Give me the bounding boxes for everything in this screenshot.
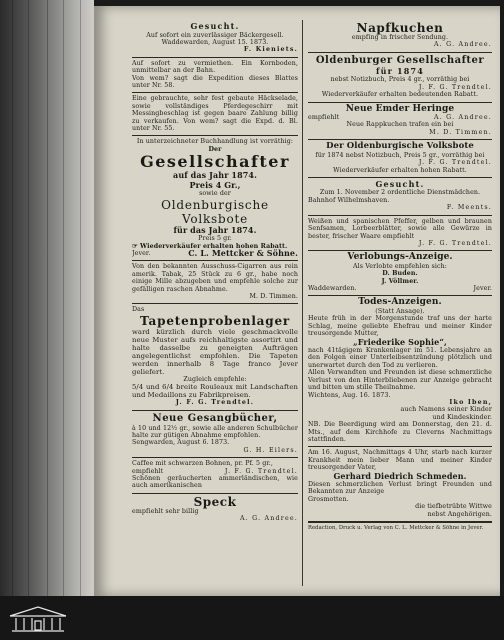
ad-caffee (132, 458, 298, 494)
ad-place: Jever. (132, 249, 151, 257)
ad-signature: F. Meents. (446, 204, 492, 212)
ad-signature: M. D. Timmen. (249, 292, 298, 300)
ad-place-date: Waddewarden, August 15. 1873. (161, 38, 269, 46)
ad-resale: Wiederverkäufer erhalten hohen Rabatt. (333, 166, 467, 174)
ad-subtitle: (Statt Ansage). (375, 307, 425, 315)
ad-title: Neue Gesangbücher, (152, 412, 278, 424)
ad-footer (132, 247, 298, 258)
ad-text: Am 16. August, Nachmittags 4 Uhr, starb nach kurzer Krankheit mein lieber Mann und meiner Kinder treusorgender Vater, (308, 449, 492, 472)
ad-cigarren (132, 261, 298, 304)
ad-resale: ☞ Wiederverkäufer erhalten hohen Rabatt. (132, 242, 288, 250)
ad-signature: und Kindeskinder. (432, 413, 492, 421)
ad-name: J. Völlmer. (381, 277, 419, 285)
ad-title: Speck (193, 494, 237, 509)
imprint: Redaction, Druck u. Verlag von C. L. Mettcker & Söhne in Jever. (308, 522, 492, 531)
ad-text: Auf sofort ein zuverlässiger Bäckergesell. (146, 31, 284, 39)
ad-text: Diesen schmerzlichen Verlust bringt Freunden und Bekannten zur Anzeige (308, 481, 492, 496)
ad-name: „Friederike Sophie“, (353, 336, 447, 347)
ad-text: nebst Notizbuch, Preis 4 gr., vorräthig bei (330, 76, 470, 84)
ad-signature: auch Namens seiner Kinder (400, 406, 492, 414)
ad-sowie: sowie der (199, 190, 231, 198)
ad-kornboden (132, 58, 298, 94)
ad-title: Napfkuchen (356, 21, 444, 35)
ad-place: Grosmotten. (308, 495, 349, 503)
ad-text: für 1874 nebst Notizbuch, Preis 5 gr., vorräthig bei (315, 151, 485, 159)
ad-text: Von den bekannten Ausschuss-Cigarren aus rein amerik. Tabak, 25 Stück zu 6 gr., habe noch einige Mille abzugeben und empfehle solche zur gefälligen raschen Abnahme. (132, 263, 298, 293)
ad-signature: J. F. G. Trendtel. (175, 399, 255, 407)
ad-title-2: Oldenburgische Volksbote (161, 197, 269, 226)
ad-signature: G. H. Eilers. (243, 446, 298, 454)
right-column (308, 20, 492, 586)
ad-text: à 10 und 12½ gr., sowie alle anderen Schulbücher halte zur gütigen Abnahme empfohlen. (132, 424, 298, 439)
ad-tapeten (132, 304, 298, 410)
ad-signature: J. F. G. Trendtel. (224, 467, 298, 475)
ad-intro: In unterzeichneter Buchhandlung ist vorräthig: (136, 138, 294, 146)
ad-text: Zum 1. November 2 ordentliche Dienstmädchen. (319, 189, 481, 197)
ad-title: Verlobungs-Anzeige. (347, 252, 453, 263)
ad-volksbote (308, 140, 492, 178)
ad-gesucht-dienstmaedchen (308, 178, 492, 216)
ad-signature: A. G. Andree. (433, 114, 492, 122)
ad-gesellschafter (132, 136, 298, 261)
ad-text: Caffee mit schwarzen Bohnen, pr. Pf. 5 gr., (132, 460, 273, 468)
ad-text: ward kürzlich durch viele geschmackvolle neue Muster aufs reichhaltigste assortirt und halte dasselbe zu geneigten Aufträgen angelegentlichst empfohlen. Die Tapeten werden innerhalb 8 Tage franco Jever geliefert. (132, 327, 298, 376)
ad-text: Neue Rappkuchen trafen ein bei (346, 121, 454, 129)
ad-signature: M. D. Timmen. (429, 128, 492, 136)
ad-signature: A. G. Andree. (239, 515, 298, 523)
ad-price-2: Preis 5 gr. (198, 235, 232, 243)
ad-note: NB. Die Beerdigung wird am Donnerstag, den 21. d. Mts., auf dem Kirchhofe zu Cleverns Nachmittags stattfinden. (308, 421, 492, 443)
ad-signature: die tiefbetrübte Wittwe (415, 503, 492, 511)
ad-signature: Iko Iben, (449, 398, 492, 406)
ad-year-2: für das Jahr 1874. (173, 224, 257, 235)
ad-text: empfiehlt sehr billig (132, 507, 199, 515)
ad-oldenburger-gesellschafter (308, 53, 492, 103)
ad-year: auf das Jahr 1874. (173, 170, 257, 181)
left-column (132, 20, 298, 586)
newspaper-page (94, 6, 500, 596)
footer-bar (0, 596, 504, 640)
ad-title: Tapetenprobenlager (139, 313, 291, 328)
ad-year: für 1874 (375, 65, 425, 76)
ad-name: D. Buden. (382, 270, 418, 278)
ad-title: Neue Emder Heringe (345, 103, 455, 114)
ad-text: Weißen und spanischen Pfeffer, gelben und braunen Senfsamen, Lorbeerblätter, sowie alle Gewürze in bester, frischer Waare empfiehlt (308, 217, 492, 240)
ad-place: Bahnhof Wilhelmshaven. (308, 196, 390, 204)
ad-text: empfing in frischer Sendung. (351, 34, 449, 41)
column-divider (302, 20, 303, 586)
ad-signature: J. F. G. Trendtel. (418, 159, 492, 167)
ad-title: Todes-Anzeigen. (358, 297, 442, 308)
ad-place: Jever. (473, 285, 492, 293)
ad-price: Preis 4 Gr., (189, 179, 241, 190)
ad-title: Der Oldenburgische Volksbote (326, 141, 474, 152)
ad-title: Gesellschafter (140, 152, 290, 172)
ad-haeckselade (132, 93, 298, 136)
ad-place: Waddewarden. (308, 285, 357, 293)
ad-resale: Wiederverkäufer erhalten bedeutenden Rabatt. (321, 91, 479, 99)
ad-signature: F. Kieniets. (243, 46, 298, 54)
ad-title: Gesucht. (190, 21, 240, 31)
ad-gesucht-baecker (132, 20, 298, 58)
ad-todesanzeige-1 (308, 296, 492, 447)
ad-also: Zugleich empfehle: (183, 375, 247, 383)
ad-signature: J. F. G. Trendtel. (418, 83, 492, 91)
ad-text: Als Verlobte empfehlen sich: (353, 262, 447, 270)
ad-items: 5/4 und 6/4 breite Rouleaux mit Landschaften und Medaillons zu Fabrikpreisen. (132, 383, 298, 400)
book-edge (0, 0, 94, 596)
ad-der: Der (208, 145, 222, 153)
library-building-icon (6, 604, 70, 634)
ad-signature: A. G. Andree. (433, 41, 492, 49)
ad-text: Schönen geräucherten ammerländischen, wie auch amerikanischen (132, 475, 298, 490)
ad-signature: nebst Angehörigen. (427, 510, 492, 518)
ad-text: Eine gebrauchte, sehr fest gebaute Häckselade, sowie vollständiges Pferdegeschirr mit Messingbeschlag ist gegen baare Zahlung billig zu verkaufen. Von wem? sagt die Expd. d. Bl. unter Nr. 55. (132, 95, 298, 132)
ad-text: Von wem? sagt die Expedition dieses Blattes unter Nr. 58. (132, 74, 298, 89)
ad-das: Das (132, 306, 145, 314)
ad-text: Allen Verwandten und Freunden ist diese schmerzliche Verlust von den Hinterbliebenen zur Anzeige gebracht und bitten um stille Theilnahme. (308, 369, 492, 392)
ad-text: empfiehlt (132, 467, 164, 475)
ad-firm: C. L. Mettcker & Söhne. (188, 247, 298, 258)
ad-verlobung (308, 251, 492, 296)
ad-name: Gerhard Diedrich Schmeden. (333, 470, 467, 481)
ad-napfkuchen (308, 20, 492, 53)
ad-title: Gesucht. (375, 178, 425, 189)
ad-gewuerze (308, 216, 492, 252)
ad-signature: J. F. G. Trendtel. (418, 239, 492, 247)
ad-place-date: Wichtens, Aug. 16. 1873. (308, 391, 391, 399)
ad-text: Auf sofort zu vermiethen. Ein Kornboden, unmittelbar an der Bahn. (132, 59, 298, 75)
ad-todesanzeige-2 (308, 447, 492, 522)
ad-text: empfiehlt (308, 114, 340, 122)
ad-speck (132, 494, 298, 526)
ad-title: Oldenburger Gesellschafter (315, 54, 485, 66)
ad-text: Heute früh in der Morgenstunde traf uns der harte Schlag, meine geliebte Ehefrau und meiner Kinder treusorgende Mutter, (308, 315, 492, 338)
ad-heringe (308, 103, 492, 141)
ad-text: nach 41tägigem Krankenlager im 51. Lebensjahre an den Folgen einer Unterleibsentzündung plötzlich und unerwartet durch den Tod zu verlieren. (308, 347, 492, 369)
ad-place-date: Sengwarden, August 6. 1873. (132, 439, 230, 447)
ad-gesangbuecher (132, 411, 298, 459)
